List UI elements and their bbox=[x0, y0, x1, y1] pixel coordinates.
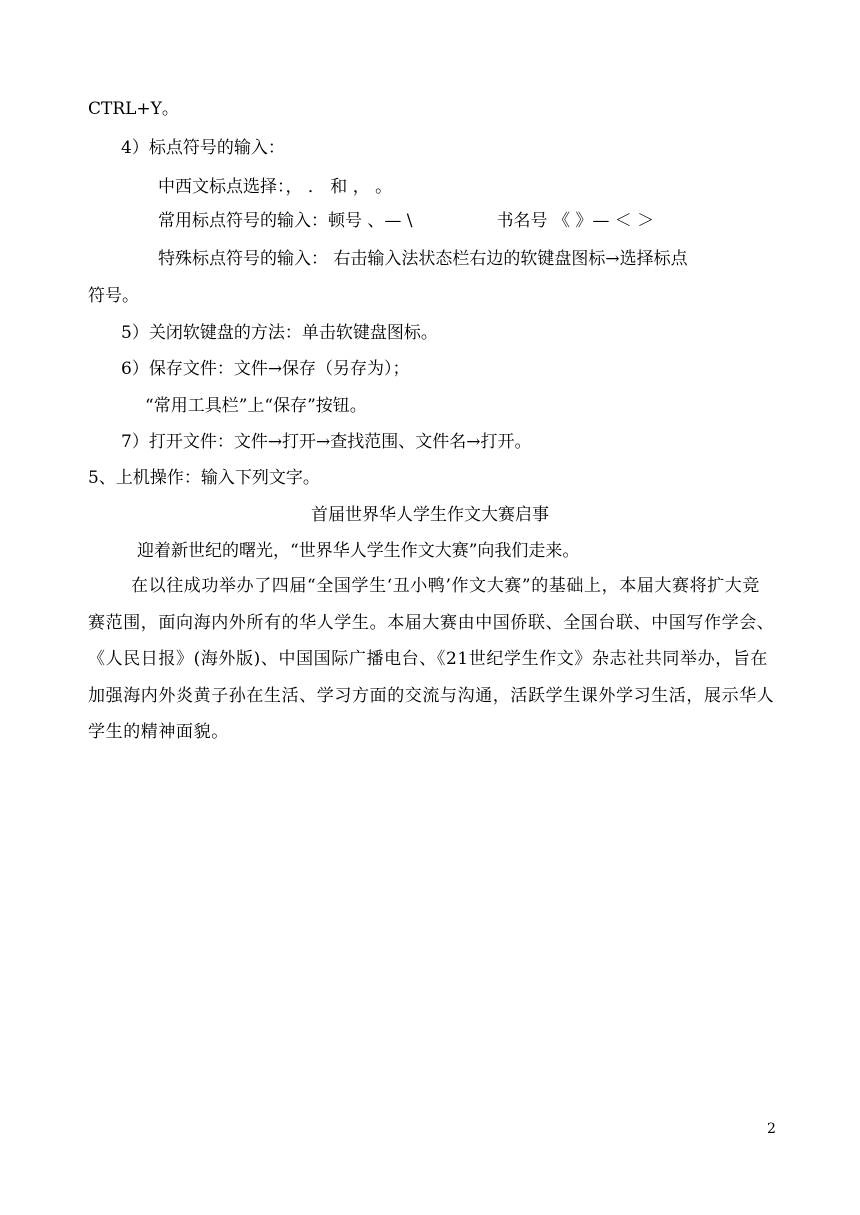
article-body: 在以往成功举办了四届“全国学生‘丑小鸭’作文大赛”的基础上，本届大赛将扩大竞赛范围，面向海内外所有的华人学生。本届大赛由中国侨联、全国台联、中国写作学会、《人民日报》(海外版)、中国国际广播电台、《21世纪学生作文》杂志社共同举办，旨在加强海内外炎黄子孙在生活、学习方面的交流与沟通，活跃学生课外学习生活，展示华人学生的精神面貌。 bbox=[88, 576, 775, 742]
article-intro: 迎着新世纪的曙光，“世界华人学生作文大赛”向我们走来。 bbox=[137, 541, 580, 561]
text-line-item6: 6）保存文件：文件→保存（另存为）； bbox=[121, 359, 410, 379]
text-line-item4: 4）标点符号的输入： bbox=[121, 138, 285, 158]
text-line-item6-toolbar: “常用工具栏”上“保存”按钮。 bbox=[145, 396, 367, 416]
page-number: 2 bbox=[767, 1121, 776, 1137]
text-line-punct-choice: 中西文标点选择：， ． 和 ， 。 bbox=[158, 177, 393, 197]
text-line-section5: 5、上机操作：输入下列文字。 bbox=[88, 468, 320, 488]
text-line-item5: 5）关闭软键盘的方法：单击软键盘图标。 bbox=[121, 323, 438, 343]
text-line-special-punct-cont: 符号。 bbox=[88, 286, 139, 306]
book-title-punct: 书名号 《 》— ＜ ＞ bbox=[496, 211, 655, 231]
text-line-ctrl-y: CTRL+Y。 bbox=[88, 99, 179, 119]
text-line-item7: 7）打开文件：文件→打开→查找范围、文件名→打开。 bbox=[121, 432, 532, 452]
common-punct-label: 常用标点符号的输入：顿号 、— \ bbox=[158, 211, 413, 231]
text-line-common-punct bbox=[158, 209, 654, 233]
article-title: 首届世界华人学生作文大赛启事 bbox=[311, 505, 549, 525]
text-line-special-punct: 特殊标点符号的输入： 右击输入法状态栏右边的软键盘图标→选择标点 bbox=[158, 249, 688, 269]
